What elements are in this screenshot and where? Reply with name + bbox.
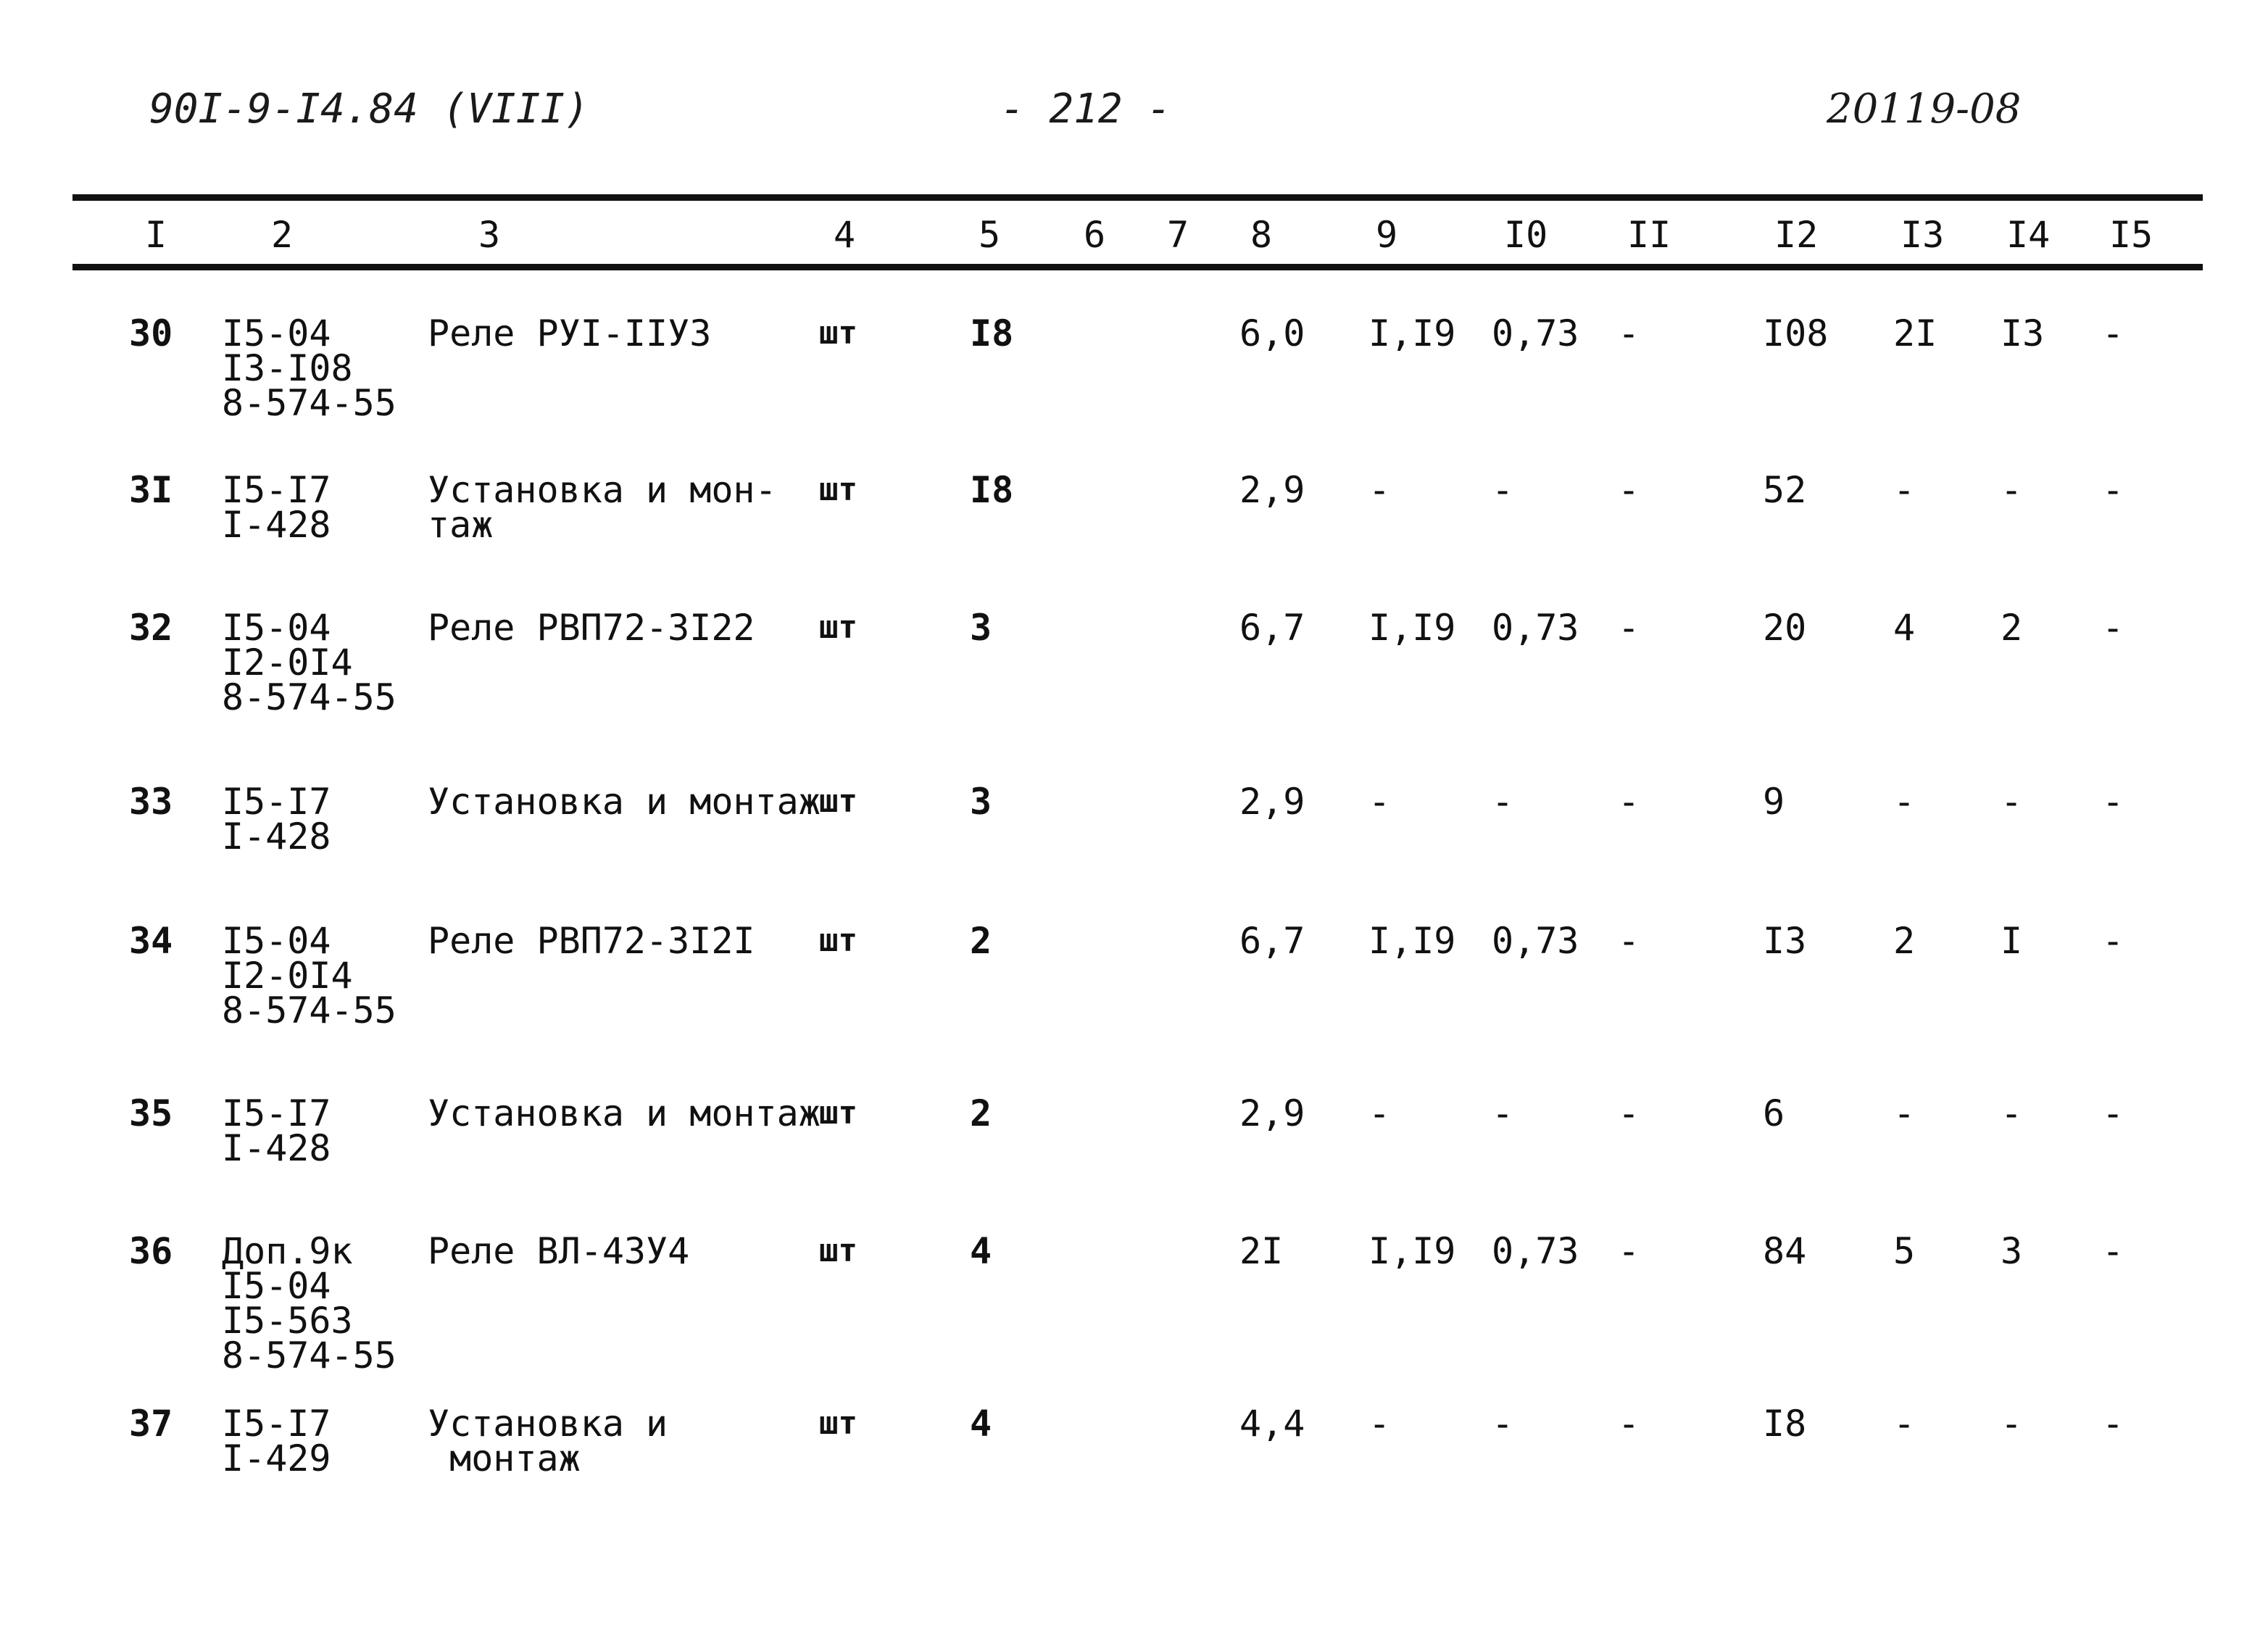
- col-14-value: -: [2001, 1092, 2023, 1134]
- column-number: 5: [979, 214, 1001, 256]
- norm-code: I5-I7 I-429: [222, 1403, 331, 1479]
- col-12-value: 9: [1763, 781, 1785, 823]
- col-13-value: -: [1893, 781, 1916, 823]
- page-number: - 212 -: [1000, 86, 1172, 133]
- col-9-value: I,I9: [1368, 1230, 1456, 1272]
- col-15-value: -: [2102, 1092, 2124, 1134]
- unit: шт: [819, 1405, 857, 1442]
- table-header-rule: [72, 264, 2203, 270]
- col-10-value: -: [1492, 781, 1514, 823]
- col-15-value: -: [2102, 469, 2124, 511]
- quantity: 4: [970, 1230, 992, 1272]
- col-12-value: 84: [1763, 1230, 1807, 1272]
- column-number: I2: [1774, 214, 1819, 256]
- quantity: 3: [970, 781, 992, 823]
- norm-code: I5-04 I3-I08 8-574-55: [222, 312, 396, 424]
- item-name: Реле РУI-IIУ3: [428, 312, 712, 354]
- table-top-rule: [72, 194, 2203, 201]
- col-15-value: -: [2102, 920, 2124, 962]
- col-13-value: 2: [1893, 920, 1916, 962]
- column-number: 9: [1376, 214, 1398, 256]
- column-number: I: [145, 214, 167, 256]
- column-number: II: [1627, 214, 1671, 256]
- item-name: Установка и мон- таж: [428, 469, 777, 546]
- column-number: 8: [1250, 214, 1273, 256]
- unit: шт: [819, 1095, 857, 1132]
- unit: шт: [819, 315, 857, 352]
- col-8-value: 2,9: [1239, 781, 1305, 823]
- column-number: I4: [2006, 214, 2051, 256]
- col-13-value: -: [1893, 469, 1916, 511]
- norm-code: I5-I7 I-428: [222, 469, 331, 546]
- column-number: 7: [1167, 214, 1189, 256]
- norm-code: I5-I7 I-428: [222, 1092, 331, 1169]
- col-10-value: 0,73: [1492, 312, 1579, 354]
- norm-code: I5-I7 I-428: [222, 781, 331, 858]
- col-8-value: 2,9: [1239, 1092, 1305, 1134]
- row-number: 37: [129, 1403, 173, 1445]
- inventory-number: 20119-08: [1827, 86, 2022, 133]
- col-13-value: -: [1893, 1092, 1916, 1134]
- col-12-value: I8: [1763, 1403, 1807, 1445]
- row-number: 33: [129, 781, 173, 823]
- col-9-value: I,I9: [1368, 920, 1456, 962]
- col-9-value: -: [1368, 1092, 1391, 1134]
- unit: шт: [819, 1232, 857, 1269]
- col-9-value: I,I9: [1368, 607, 1456, 649]
- quantity: I8: [970, 312, 1014, 354]
- col-12-value: I08: [1763, 312, 1829, 354]
- col-9-value: -: [1368, 1403, 1391, 1445]
- col-11-value: -: [1618, 1092, 1640, 1134]
- norm-code: I5-04 I2-0I4 8-574-55: [222, 607, 396, 718]
- col-11-value: -: [1618, 920, 1640, 962]
- col-9-value: I,I9: [1368, 312, 1456, 354]
- quantity: 4: [970, 1403, 992, 1445]
- row-number: 34: [129, 920, 173, 962]
- quantity: 2: [970, 920, 992, 962]
- row-number: 32: [129, 607, 173, 649]
- column-number: I5: [2109, 214, 2153, 256]
- item-name: Установка и монтаж: [428, 781, 821, 823]
- col-12-value: 6: [1763, 1092, 1785, 1134]
- col-13-value: 4: [1893, 607, 1916, 649]
- column-number: I0: [1504, 214, 1548, 256]
- col-10-value: -: [1492, 469, 1514, 511]
- col-13-value: 2I: [1893, 312, 1937, 354]
- col-10-value: -: [1492, 1092, 1514, 1134]
- col-14-value: -: [2001, 1403, 2023, 1445]
- column-number-row: [0, 214, 2268, 265]
- col-8-value: 6,7: [1239, 607, 1305, 649]
- col-8-value: 2,9: [1239, 469, 1305, 511]
- norm-code: I5-04 I2-0I4 8-574-55: [222, 920, 396, 1032]
- col-14-value: -: [2001, 469, 2023, 511]
- col-14-value: I3: [2001, 312, 2045, 354]
- col-11-value: -: [1618, 607, 1640, 649]
- col-11-value: -: [1618, 1403, 1640, 1445]
- col-14-value: -: [2001, 781, 2023, 823]
- col-12-value: I3: [1763, 920, 1807, 962]
- col-15-value: -: [2102, 1230, 2124, 1272]
- col-12-value: 52: [1763, 469, 1807, 511]
- col-11-value: -: [1618, 781, 1640, 823]
- unit: шт: [819, 609, 857, 646]
- col-15-value: -: [2102, 781, 2124, 823]
- item-name: Установка и монтаж: [428, 1092, 821, 1134]
- quantity: I8: [970, 469, 1014, 511]
- col-14-value: I: [2001, 920, 2023, 962]
- column-number: 6: [1084, 214, 1106, 256]
- item-name: Установка и монтаж: [428, 1403, 668, 1479]
- column-number: 4: [834, 214, 856, 256]
- col-10-value: 0,73: [1492, 920, 1579, 962]
- col-11-value: -: [1618, 1230, 1640, 1272]
- item-name: Реле РВП72-3I22: [428, 607, 755, 649]
- column-number: 2: [271, 214, 294, 256]
- row-number: 35: [129, 1092, 173, 1134]
- col-12-value: 20: [1763, 607, 1807, 649]
- item-name: Реле ВЛ-43У4: [428, 1230, 690, 1272]
- col-8-value: 6,7: [1239, 920, 1305, 962]
- col-11-value: -: [1618, 469, 1640, 511]
- column-number: 3: [478, 214, 501, 256]
- norm-code: Доп.9к I5-04 I5-563 8-574-55: [222, 1230, 396, 1377]
- col-9-value: -: [1368, 469, 1391, 511]
- quantity: 3: [970, 607, 992, 649]
- column-number: I3: [1901, 214, 1945, 256]
- col-10-value: 0,73: [1492, 607, 1579, 649]
- unit: шт: [819, 783, 857, 820]
- row-number: 30: [129, 312, 173, 354]
- col-8-value: 2I: [1239, 1230, 1284, 1272]
- document-code: 90I-9-I4.84 (VIII): [149, 86, 589, 133]
- row-number: 3I: [129, 469, 173, 511]
- item-name: Реле РВП72-3I2I: [428, 920, 755, 962]
- col-8-value: 4,4: [1239, 1403, 1305, 1445]
- col-9-value: -: [1368, 781, 1391, 823]
- col-13-value: -: [1893, 1403, 1916, 1445]
- col-15-value: -: [2102, 607, 2124, 649]
- col-15-value: -: [2102, 1403, 2124, 1445]
- unit: шт: [819, 471, 857, 508]
- col-8-value: 6,0: [1239, 312, 1305, 354]
- col-14-value: 2: [2001, 607, 2023, 649]
- quantity: 2: [970, 1092, 992, 1134]
- col-10-value: 0,73: [1492, 1230, 1579, 1272]
- col-14-value: 3: [2001, 1230, 2023, 1272]
- unit: шт: [819, 922, 857, 959]
- col-10-value: -: [1492, 1403, 1514, 1445]
- col-11-value: -: [1618, 312, 1640, 354]
- col-13-value: 5: [1893, 1230, 1916, 1272]
- row-number: 36: [129, 1230, 173, 1272]
- col-15-value: -: [2102, 312, 2124, 354]
